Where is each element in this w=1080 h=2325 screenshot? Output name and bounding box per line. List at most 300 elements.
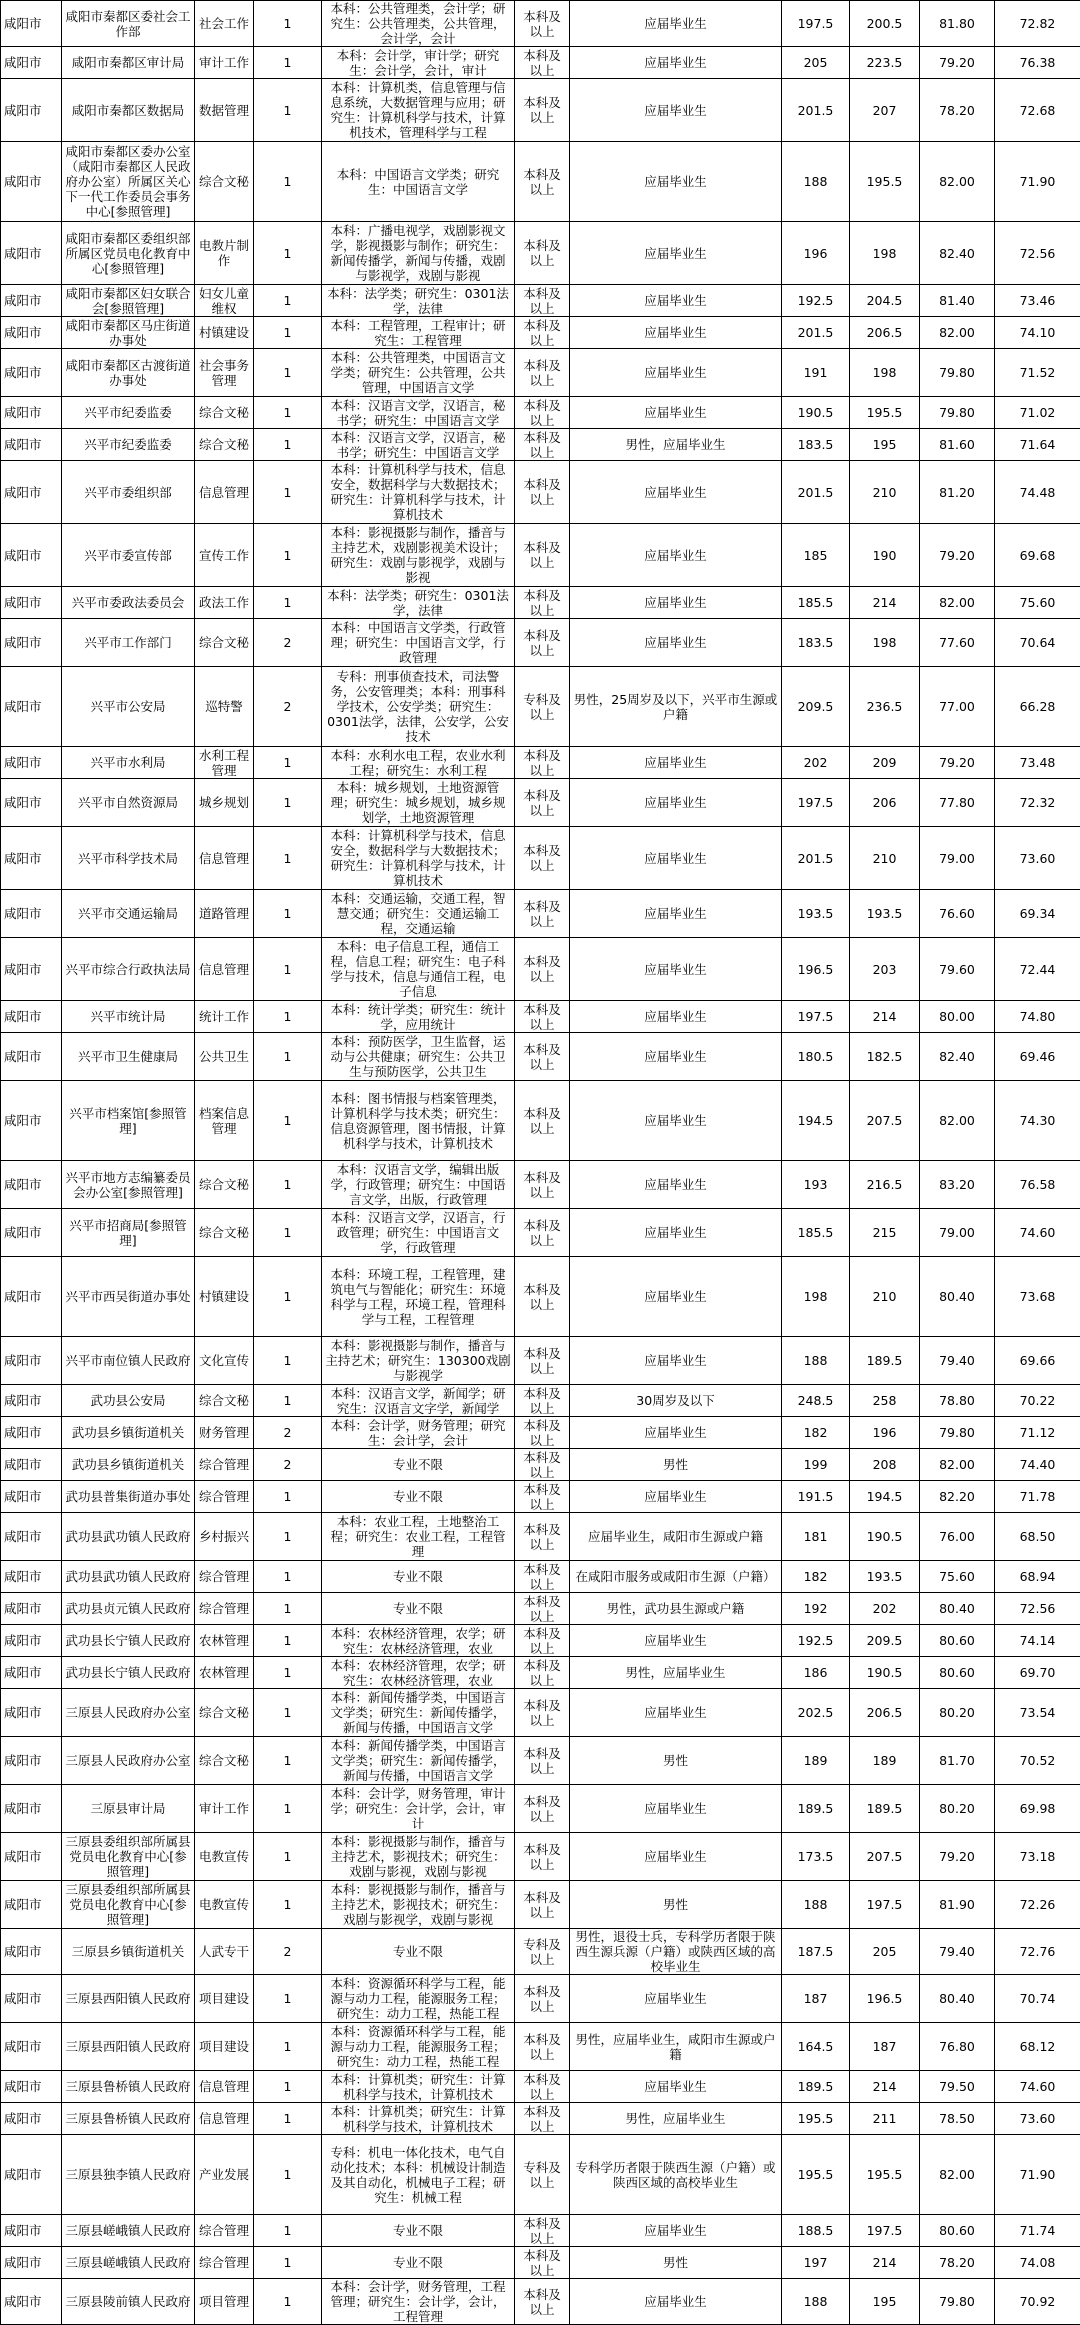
table-row — [1, 2247, 1080, 2279]
requirement-cell: 男性 — [570, 2247, 782, 2279]
major-cell: 专科：机电一体化技术，电气自动化技术；本科：机械设计制造及其自动化，机械电子工程；研究生：机械工程 — [322, 2135, 515, 2215]
score-cell: 196 — [782, 222, 850, 285]
city-cell: 咸阳市 — [1, 2215, 62, 2247]
city-cell: 咸阳市 — [1, 429, 62, 461]
table-body — [1, 1, 1080, 2325]
total-score-cell: 71.78 — [995, 1481, 1080, 1513]
education-cell: 本科及以上 — [515, 779, 570, 827]
city-cell: 咸阳市 — [1, 1033, 62, 1081]
score-cell: 202 — [782, 747, 850, 779]
table-row — [1, 827, 1080, 890]
department-cell: 兴平市纪委监委 — [62, 397, 195, 429]
requirement-cell: 应届毕业生 — [570, 1785, 782, 1833]
total-score-cell: 71.74 — [995, 2215, 1080, 2247]
department-cell: 兴平市水利局 — [62, 747, 195, 779]
total-score-cell: 70.92 — [995, 2279, 1080, 2325]
interview-score-cell: 79.80 — [920, 349, 995, 397]
total-score-cell: 70.74 — [995, 1975, 1080, 2023]
city-cell: 咸阳市 — [1, 2023, 62, 2071]
total-score-cell: 72.32 — [995, 779, 1080, 827]
department-cell: 兴平市南位镇人民政府 — [62, 1337, 195, 1385]
headcount-cell: 1 — [254, 524, 322, 587]
city-cell: 咸阳市 — [1, 1209, 62, 1257]
total-score-cell: 71.64 — [995, 429, 1080, 461]
major-cell: 本科：汉语言文学，汉语言，秘书学；研究生：中国语言文学 — [322, 429, 515, 461]
requirement-cell: 30周岁及以下 — [570, 1385, 782, 1417]
major-cell: 本科：工程管理，工程审计；研究生：工程管理 — [322, 317, 515, 349]
table-row — [1, 1785, 1080, 1833]
table-row — [1, 285, 1080, 317]
city-cell: 咸阳市 — [1, 2071, 62, 2103]
requirement-cell: 男性，25周岁及以下，兴平市生源或户籍 — [570, 667, 782, 747]
interview-score-cell: 81.40 — [920, 285, 995, 317]
position-cell: 妇女儿童维权 — [195, 285, 254, 317]
interview-score-cell: 77.60 — [920, 619, 995, 667]
department-cell: 兴平市公安局 — [62, 667, 195, 747]
city-cell: 咸阳市 — [1, 2103, 62, 2135]
score-cell: 201.5 — [782, 461, 850, 524]
position-cell: 综合管理 — [195, 2247, 254, 2279]
requirement-cell: 男性，应届毕业生 — [570, 2103, 782, 2135]
education-cell: 本科及以上 — [515, 1481, 570, 1513]
interview-score-cell: 82.00 — [920, 2135, 995, 2215]
interview-score-cell: 80.40 — [920, 1975, 995, 2023]
requirement-cell: 应届毕业生 — [570, 1257, 782, 1337]
headcount-cell: 1 — [254, 1975, 322, 2023]
score-cell: 223.5 — [850, 47, 920, 79]
headcount-cell: 1 — [254, 47, 322, 79]
education-cell: 本科及以上 — [515, 938, 570, 1001]
requirement-cell: 应届毕业生 — [570, 2071, 782, 2103]
department-cell: 武功县贞元镇人民政府 — [62, 1593, 195, 1625]
department-cell: 咸阳市秦都区马庄街道办事处 — [62, 317, 195, 349]
requirement-cell: 应届毕业生 — [570, 619, 782, 667]
city-cell: 咸阳市 — [1, 1657, 62, 1689]
score-cell: 189 — [850, 1737, 920, 1785]
requirement-cell: 应届毕业生 — [570, 1, 782, 47]
city-cell: 咸阳市 — [1, 2247, 62, 2279]
score-cell: 195 — [850, 429, 920, 461]
score-cell: 201.5 — [782, 317, 850, 349]
interview-score-cell: 79.40 — [920, 1337, 995, 1385]
city-cell: 咸阳市 — [1, 667, 62, 747]
major-cell: 本科：汉语言文学，新闻学；研究生：汉语言文字学，新闻学 — [322, 1385, 515, 1417]
department-cell: 兴平市科学技术局 — [62, 827, 195, 890]
table-row — [1, 2215, 1080, 2247]
table-row — [1, 667, 1080, 747]
position-cell: 综合文秘 — [195, 1737, 254, 1785]
interview-score-cell: 82.00 — [920, 317, 995, 349]
major-cell: 本科：会计学，财务管理，审计学；研究生：会计学，会计，审计 — [322, 1785, 515, 1833]
total-score-cell: 69.34 — [995, 890, 1080, 938]
education-cell: 本科及以上 — [515, 1417, 570, 1449]
score-cell: 189.5 — [850, 1785, 920, 1833]
score-cell: 206 — [850, 779, 920, 827]
score-cell: 189.5 — [782, 1785, 850, 1833]
table-row — [1, 1385, 1080, 1417]
position-cell: 项目建设 — [195, 1975, 254, 2023]
major-cell: 本科：法学类；研究生：0301法学，法律 — [322, 587, 515, 619]
score-cell: 191 — [782, 349, 850, 397]
headcount-cell: 1 — [254, 2103, 322, 2135]
city-cell: 咸阳市 — [1, 461, 62, 524]
position-cell: 产业发展 — [195, 2135, 254, 2215]
city-cell: 咸阳市 — [1, 1481, 62, 1513]
education-cell: 本科及以上 — [515, 285, 570, 317]
headcount-cell: 1 — [254, 2023, 322, 2071]
position-cell: 信息管理 — [195, 2103, 254, 2135]
department-cell: 兴平市交通运输局 — [62, 890, 195, 938]
education-cell: 本科及以上 — [515, 1209, 570, 1257]
requirement-cell: 在咸阳市服务或咸阳市生源（户籍） — [570, 1561, 782, 1593]
total-score-cell: 68.94 — [995, 1561, 1080, 1593]
position-cell: 城乡规划 — [195, 779, 254, 827]
department-cell: 兴平市工作部门 — [62, 619, 195, 667]
table-row — [1, 2023, 1080, 2071]
position-cell: 文化宣传 — [195, 1337, 254, 1385]
education-cell: 本科及以上 — [515, 349, 570, 397]
requirement-cell: 应届毕业生 — [570, 397, 782, 429]
position-cell: 信息管理 — [195, 938, 254, 1001]
table-row — [1, 2135, 1080, 2215]
headcount-cell: 1 — [254, 747, 322, 779]
score-cell: 209.5 — [850, 1625, 920, 1657]
education-cell: 本科及以上 — [515, 429, 570, 461]
department-cell: 三原县独李镇人民政府 — [62, 2135, 195, 2215]
score-cell: 210 — [850, 827, 920, 890]
interview-score-cell: 81.70 — [920, 1737, 995, 1785]
score-cell: 198 — [782, 1257, 850, 1337]
education-cell: 本科及以上 — [515, 2247, 570, 2279]
table-row — [1, 619, 1080, 667]
total-score-cell: 74.60 — [995, 2071, 1080, 2103]
education-cell: 本科及以上 — [515, 1625, 570, 1657]
education-cell: 本科及以上 — [515, 1561, 570, 1593]
table-row — [1, 587, 1080, 619]
requirement-cell: 应届毕业生 — [570, 2215, 782, 2247]
table-row — [1, 2071, 1080, 2103]
interview-score-cell: 80.00 — [920, 1001, 995, 1033]
position-cell: 乡村振兴 — [195, 1513, 254, 1561]
headcount-cell: 1 — [254, 1001, 322, 1033]
table-row — [1, 1833, 1080, 1881]
interview-score-cell: 77.80 — [920, 779, 995, 827]
department-cell: 咸阳市秦都区委社会工作部 — [62, 1, 195, 47]
education-cell: 本科及以上 — [515, 2103, 570, 2135]
requirement-cell: 应届毕业生 — [570, 2279, 782, 2325]
total-score-cell: 73.46 — [995, 285, 1080, 317]
education-cell: 本科及以上 — [515, 1881, 570, 1929]
score-cell: 182 — [782, 1561, 850, 1593]
position-cell: 档案信息管理 — [195, 1081, 254, 1161]
score-cell: 202 — [850, 1593, 920, 1625]
major-cell: 本科：计算机类；研究生：计算机科学与技术，计算机技术 — [322, 2103, 515, 2135]
interview-score-cell: 75.60 — [920, 1561, 995, 1593]
department-cell: 武功县长宁镇人民政府 — [62, 1625, 195, 1657]
major-cell: 本科：计算机科学与技术，信息安全，数据科学与大数据技术；研究生：计算机科学与技术，计算机技术 — [322, 827, 515, 890]
major-cell: 本科：公共管理类，会计学；研究生：公共管理类，公共管理，会计学，会计 — [322, 1, 515, 47]
total-score-cell: 71.52 — [995, 349, 1080, 397]
position-cell: 综合文秘 — [195, 1385, 254, 1417]
interview-score-cell: 82.00 — [920, 142, 995, 222]
headcount-cell: 1 — [254, 397, 322, 429]
table-row — [1, 1081, 1080, 1161]
score-cell: 209.5 — [782, 667, 850, 747]
score-cell: 193.5 — [850, 890, 920, 938]
major-cell: 本科：计算机科学与技术，信息安全，数据科学与大数据技术；研究生：计算机科学与技术，计算机技术 — [322, 461, 515, 524]
interview-score-cell: 82.00 — [920, 1081, 995, 1161]
major-cell: 本科：统计学类；研究生：统计学，应用统计 — [322, 1001, 515, 1033]
city-cell: 咸阳市 — [1, 827, 62, 890]
table-row — [1, 1881, 1080, 1929]
score-cell: 197 — [782, 2247, 850, 2279]
score-cell: 188.5 — [782, 2215, 850, 2247]
headcount-cell: 1 — [254, 1209, 322, 1257]
education-cell: 本科及以上 — [515, 587, 570, 619]
education-cell: 本科及以上 — [515, 1161, 570, 1209]
score-cell: 188 — [782, 142, 850, 222]
requirement-cell: 男性，退役士兵，专科学历者限于陕西生源兵源（户籍）或陕西区域的高校毕业生 — [570, 1929, 782, 1975]
headcount-cell: 1 — [254, 317, 322, 349]
requirement-cell: 男性 — [570, 1737, 782, 1785]
total-score-cell: 73.48 — [995, 747, 1080, 779]
total-score-cell: 73.60 — [995, 2103, 1080, 2135]
score-cell: 192.5 — [782, 1625, 850, 1657]
city-cell: 咸阳市 — [1, 1449, 62, 1481]
requirement-cell: 应届毕业生 — [570, 827, 782, 890]
position-cell: 人武专干 — [195, 1929, 254, 1975]
city-cell: 咸阳市 — [1, 1513, 62, 1561]
education-cell: 本科及以上 — [515, 1593, 570, 1625]
headcount-cell: 2 — [254, 1929, 322, 1975]
department-cell: 三原县委组织部所属县党员电化教育中心[参照管理] — [62, 1833, 195, 1881]
headcount-cell: 1 — [254, 1033, 322, 1081]
score-cell: 202.5 — [782, 1689, 850, 1737]
score-cell: 203 — [850, 938, 920, 1001]
requirement-cell: 应届毕业生 — [570, 349, 782, 397]
position-cell: 综合管理 — [195, 1593, 254, 1625]
position-cell: 审计工作 — [195, 47, 254, 79]
city-cell: 咸阳市 — [1, 285, 62, 317]
department-cell: 三原县陵前镇人民政府 — [62, 2279, 195, 2325]
city-cell: 咸阳市 — [1, 779, 62, 827]
major-cell: 本科：法学类；研究生：0301法学，法律 — [322, 285, 515, 317]
department-cell: 三原县鲁桥镇人民政府 — [62, 2103, 195, 2135]
headcount-cell: 1 — [254, 1561, 322, 1593]
position-cell: 农林管理 — [195, 1657, 254, 1689]
table-row — [1, 429, 1080, 461]
total-score-cell: 73.60 — [995, 827, 1080, 890]
education-cell: 本科及以上 — [515, 1001, 570, 1033]
total-score-cell: 74.80 — [995, 1001, 1080, 1033]
table-row — [1, 1593, 1080, 1625]
requirement-cell: 应届毕业生 — [570, 317, 782, 349]
total-score-cell: 74.60 — [995, 1209, 1080, 1257]
department-cell: 兴平市西吴街道办事处 — [62, 1257, 195, 1337]
major-cell: 本科：预防医学，卫生监督，运动与公共健康；研究生：公共卫生与预防医学，公共卫生 — [322, 1033, 515, 1081]
score-cell: 194.5 — [850, 1481, 920, 1513]
position-cell: 统计工作 — [195, 1001, 254, 1033]
headcount-cell: 1 — [254, 1785, 322, 1833]
table-row — [1, 2103, 1080, 2135]
major-cell: 专业不限 — [322, 1481, 515, 1513]
education-cell: 本科及以上 — [515, 2215, 570, 2247]
total-score-cell: 71.90 — [995, 142, 1080, 222]
score-cell: 197.5 — [782, 1, 850, 47]
major-cell: 本科：新闻传播学类，中国语言文学类；研究生：新闻传播学，新闻与传播，中国语言文学 — [322, 1737, 515, 1785]
total-score-cell: 69.46 — [995, 1033, 1080, 1081]
table-row — [1, 47, 1080, 79]
headcount-cell: 1 — [254, 827, 322, 890]
education-cell: 本科及以上 — [515, 222, 570, 285]
total-score-cell: 69.70 — [995, 1657, 1080, 1689]
headcount-cell: 1 — [254, 2247, 322, 2279]
requirement-cell: 应届毕业生 — [570, 1209, 782, 1257]
headcount-cell: 1 — [254, 938, 322, 1001]
table-row — [1, 1481, 1080, 1513]
total-score-cell: 70.22 — [995, 1385, 1080, 1417]
score-cell: 192.5 — [782, 285, 850, 317]
interview-score-cell: 79.00 — [920, 827, 995, 890]
headcount-cell: 1 — [254, 349, 322, 397]
city-cell: 咸阳市 — [1, 222, 62, 285]
city-cell: 咸阳市 — [1, 1929, 62, 1975]
score-cell: 196.5 — [782, 938, 850, 1001]
table-row — [1, 142, 1080, 222]
interview-score-cell: 80.60 — [920, 1657, 995, 1689]
requirement-cell: 男性，应届毕业生 — [570, 1657, 782, 1689]
score-cell: 187 — [782, 1975, 850, 2023]
total-score-cell: 74.40 — [995, 1449, 1080, 1481]
requirement-cell: 应届毕业生 — [570, 1033, 782, 1081]
city-cell: 咸阳市 — [1, 1881, 62, 1929]
score-cell: 189.5 — [850, 1337, 920, 1385]
requirement-cell: 应届毕业生 — [570, 938, 782, 1001]
department-cell: 武功县武功镇人民政府 — [62, 1561, 195, 1593]
department-cell: 兴平市委组织部 — [62, 461, 195, 524]
requirement-cell: 应届毕业生 — [570, 1975, 782, 2023]
city-cell: 咸阳市 — [1, 1385, 62, 1417]
interview-score-cell: 79.00 — [920, 1209, 995, 1257]
major-cell: 本科：农林经济管理，农学；研究生：农林经济管理，农业 — [322, 1657, 515, 1689]
total-score-cell: 68.50 — [995, 1513, 1080, 1561]
major-cell: 本科：交通运输，交通工程，智慧交通；研究生：交通运输工程，交通运输 — [322, 890, 515, 938]
score-cell: 187.5 — [782, 1929, 850, 1975]
city-cell: 咸阳市 — [1, 747, 62, 779]
major-cell: 本科：城乡规划，土地资源管理；研究生：城乡规划，城乡规划学，土地资源管理 — [322, 779, 515, 827]
score-cell: 258 — [850, 1385, 920, 1417]
department-cell: 三原县审计局 — [62, 1785, 195, 1833]
major-cell: 本科：环境工程，工程管理，建筑电气与智能化；研究生：环境科学与工程，环境工程，管理科学与工程，工程管理 — [322, 1257, 515, 1337]
headcount-cell: 1 — [254, 1625, 322, 1657]
score-cell: 194.5 — [782, 1081, 850, 1161]
education-cell: 本科及以上 — [515, 524, 570, 587]
department-cell: 兴平市招商局[参照管理] — [62, 1209, 195, 1257]
headcount-cell: 1 — [254, 1513, 322, 1561]
interview-score-cell: 79.60 — [920, 938, 995, 1001]
major-cell: 本科：广播电视学，戏剧影视文学，影视摄影与制作；研究生：新闻传播学，新闻与传播，戏剧与影视学，戏剧与影视 — [322, 222, 515, 285]
headcount-cell: 1 — [254, 890, 322, 938]
department-cell: 武功县武功镇人民政府 — [62, 1513, 195, 1561]
total-score-cell: 74.14 — [995, 1625, 1080, 1657]
headcount-cell: 1 — [254, 2071, 322, 2103]
department-cell: 兴平市卫生健康局 — [62, 1033, 195, 1081]
major-cell: 本科：水利水电工程，农业水利工程；研究生：水利工程 — [322, 747, 515, 779]
department-cell: 兴平市地方志编纂委员会办公室[参照管理] — [62, 1161, 195, 1209]
score-cell: 199 — [782, 1449, 850, 1481]
headcount-cell: 1 — [254, 1161, 322, 1209]
score-cell: 211 — [850, 2103, 920, 2135]
interview-score-cell: 76.60 — [920, 890, 995, 938]
education-cell: 本科及以上 — [515, 2023, 570, 2071]
city-cell: 咸阳市 — [1, 1689, 62, 1737]
table-row — [1, 1033, 1080, 1081]
requirement-cell: 应届毕业生 — [570, 142, 782, 222]
total-score-cell: 72.68 — [995, 79, 1080, 142]
interview-score-cell: 80.60 — [920, 1625, 995, 1657]
major-cell: 本科：会计学，审计学；研究生：会计学，会计，审计 — [322, 47, 515, 79]
headcount-cell: 1 — [254, 1257, 322, 1337]
score-cell: 190.5 — [782, 397, 850, 429]
total-score-cell: 70.64 — [995, 619, 1080, 667]
position-cell: 水利工程管理 — [195, 747, 254, 779]
score-cell: 198 — [850, 349, 920, 397]
interview-score-cell: 80.40 — [920, 1593, 995, 1625]
major-cell: 本科：图书情报与档案管理类，计算机科学与技术类；研究生：信息资源管理，图书情报，计算机科学与技术，计算机技术 — [322, 1081, 515, 1161]
requirement-cell: 应届毕业生 — [570, 1625, 782, 1657]
score-cell: 205 — [850, 1929, 920, 1975]
total-score-cell: 68.12 — [995, 2023, 1080, 2071]
table-row — [1, 1, 1080, 47]
headcount-cell: 1 — [254, 2279, 322, 2325]
table-row — [1, 1001, 1080, 1033]
table-row — [1, 1561, 1080, 1593]
requirement-cell: 应届毕业生 — [570, 222, 782, 285]
interview-score-cell: 82.40 — [920, 222, 995, 285]
table-row — [1, 1209, 1080, 1257]
department-cell: 三原县人民政府办公室 — [62, 1689, 195, 1737]
position-cell: 信息管理 — [195, 2071, 254, 2103]
major-cell: 本科：影视摄影与制作，播音与主持艺术，戏剧影视美术设计；研究生：戏剧与影视学，戏剧与影视 — [322, 524, 515, 587]
education-cell: 本科及以上 — [515, 890, 570, 938]
score-cell: 236.5 — [850, 667, 920, 747]
headcount-cell: 1 — [254, 779, 322, 827]
education-cell: 本科及以上 — [515, 1033, 570, 1081]
city-cell: 咸阳市 — [1, 1833, 62, 1881]
major-cell: 本科：电子信息工程，通信工程，信息工程；研究生：电子科学与技术，信息与通信工程，电子信息 — [322, 938, 515, 1001]
city-cell: 咸阳市 — [1, 1593, 62, 1625]
score-cell: 188 — [782, 2279, 850, 2325]
headcount-cell: 1 — [254, 1689, 322, 1737]
department-cell: 三原县人民政府办公室 — [62, 1737, 195, 1785]
headcount-cell: 2 — [254, 619, 322, 667]
table-row — [1, 79, 1080, 142]
city-cell: 咸阳市 — [1, 1257, 62, 1337]
education-cell: 本科及以上 — [515, 1257, 570, 1337]
education-cell: 本科及以上 — [515, 619, 570, 667]
major-cell: 专业不限 — [322, 1561, 515, 1593]
requirement-cell: 应届毕业生 — [570, 1689, 782, 1737]
score-cell: 185.5 — [782, 587, 850, 619]
score-cell: 173.5 — [782, 1833, 850, 1881]
headcount-cell: 1 — [254, 79, 322, 142]
headcount-cell: 1 — [254, 429, 322, 461]
interview-score-cell: 82.40 — [920, 1033, 995, 1081]
interview-score-cell: 80.20 — [920, 1785, 995, 1833]
score-cell: 215 — [850, 1209, 920, 1257]
interview-score-cell: 80.40 — [920, 1257, 995, 1337]
department-cell: 武功县普集街道办事处 — [62, 1481, 195, 1513]
